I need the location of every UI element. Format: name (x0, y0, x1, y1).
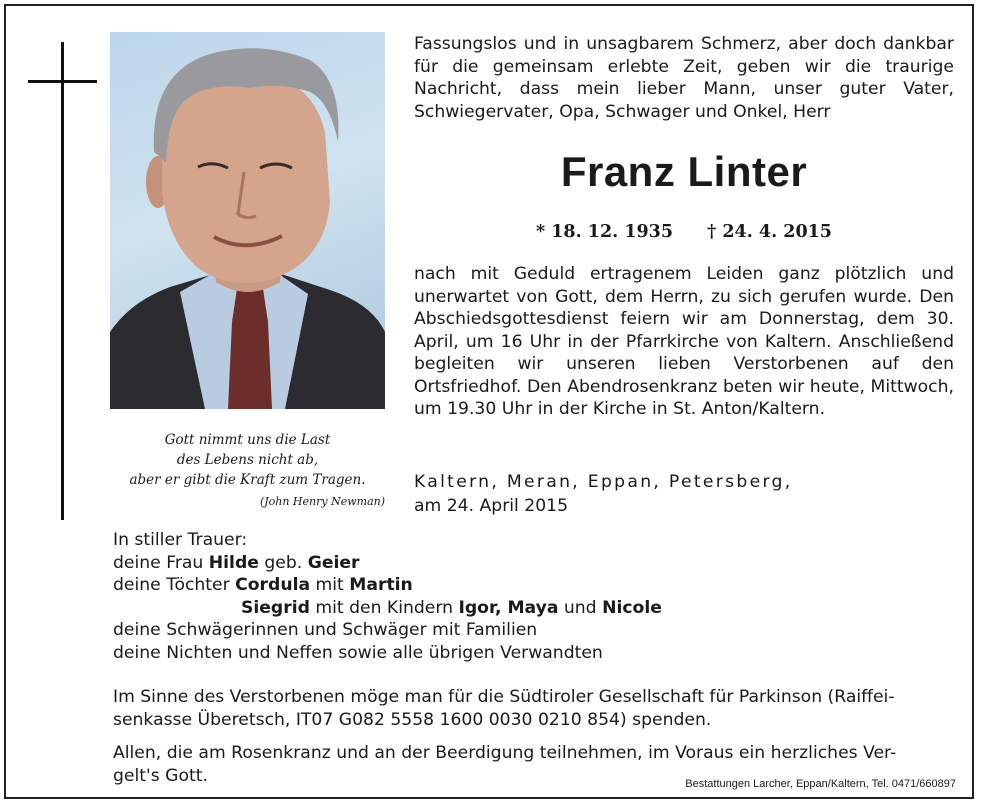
name: Hilde (208, 552, 259, 573)
text: geb. (258, 552, 308, 573)
death-date: † 24. 4. 2015 (707, 222, 832, 242)
birth-date: * 18. 12. 1935 (536, 222, 674, 242)
mourner-line (113, 597, 913, 620)
portrait-photo (110, 32, 385, 409)
life-dates (414, 222, 954, 242)
name: Martin (349, 575, 413, 595)
place-date (414, 470, 954, 518)
mourner-line: deine Schwägerinnen und Schwäger mit Familien (113, 620, 538, 640)
text: deine Frau (113, 552, 209, 573)
text: mit den Kindern (309, 597, 459, 618)
name: Nicole (602, 597, 662, 618)
donation-line: senkasse Überetsch, IT07 G082 5558 1600 0030 0210 854) spenden. (113, 709, 712, 730)
quote-line: aber er gibt die Kraft zum Tragen. (129, 472, 366, 488)
donation-note (113, 686, 955, 731)
thanks-line: gelt's Gott. (113, 765, 208, 786)
name: Cordula (235, 575, 311, 595)
notice-body: nach mit Geduld ertragenem Leiden ganz plötzlich und unerwartet von Gott, dem Herrn, zu sich gerufen wurde. Den Abschiedsgottesdienst feiern wir am Donnerstag, dem 30. April, um 16 Uhr in der Pfarrkirche von Kaltern. Anschließend begleiten wir unseren lieben Verstorbenen auf den Ortsfriedhof. Den Abendrosenkranz beten wir heute, Mittwoch, um 19.30 Uhr in der Kirche in St. Anton/Kaltern. (414, 264, 954, 419)
quote-line: des Lebens nicht ab, (176, 452, 319, 468)
cross-icon-bar (28, 80, 97, 83)
cross-icon (61, 42, 64, 520)
undertaker-credit: Bestattungen Larcher, Eppan/Kaltern, Tel. 0471/660897 (685, 778, 956, 790)
intro-text: Fassungslos und in unsagbarem Schmerz, aber doch dankbar für die gemeinsam erlebte Zeit, geben wir die traurige Nachricht, dass mein lieber Mann, unser guter Vater, Schwiegervater, Opa, Schwager und Onkel, Herr (414, 34, 954, 122)
name: Geier (307, 552, 360, 573)
place-line: Kaltern, Meran, Eppan, Petersberg, (414, 472, 793, 492)
bible-quote (110, 430, 385, 512)
mourner-line: deine Nichten und Neffen sowie alle übrigen Verwandten (113, 642, 603, 663)
text: mit (310, 575, 350, 595)
mourner-line (113, 552, 913, 575)
name: Siegrid (241, 597, 310, 618)
date-line: am 24. April 2015 (414, 496, 569, 516)
text: und (558, 597, 603, 618)
mourners-heading: In stiller Trauer: (113, 530, 248, 550)
deceased-name: Franz Linter (560, 148, 808, 195)
thanks-line: Allen, die am Rosenkranz und an der Beerdigung teilnehmen, im Voraus ein herzliches Ver- (113, 743, 897, 763)
donation-line: Im Sinne des Verstorbenen möge man für die Südtiroler Gesellschaft für Parkinson (Raiffei- (113, 687, 895, 707)
mourners-list (113, 529, 913, 664)
quote-line: Gott nimmt uns die Last (164, 432, 331, 448)
text: deine Töchter (113, 575, 236, 595)
mourner-line (113, 574, 913, 597)
quote-source: (John Henry Newman) (259, 495, 385, 508)
name: Igor, Maya (458, 597, 559, 618)
